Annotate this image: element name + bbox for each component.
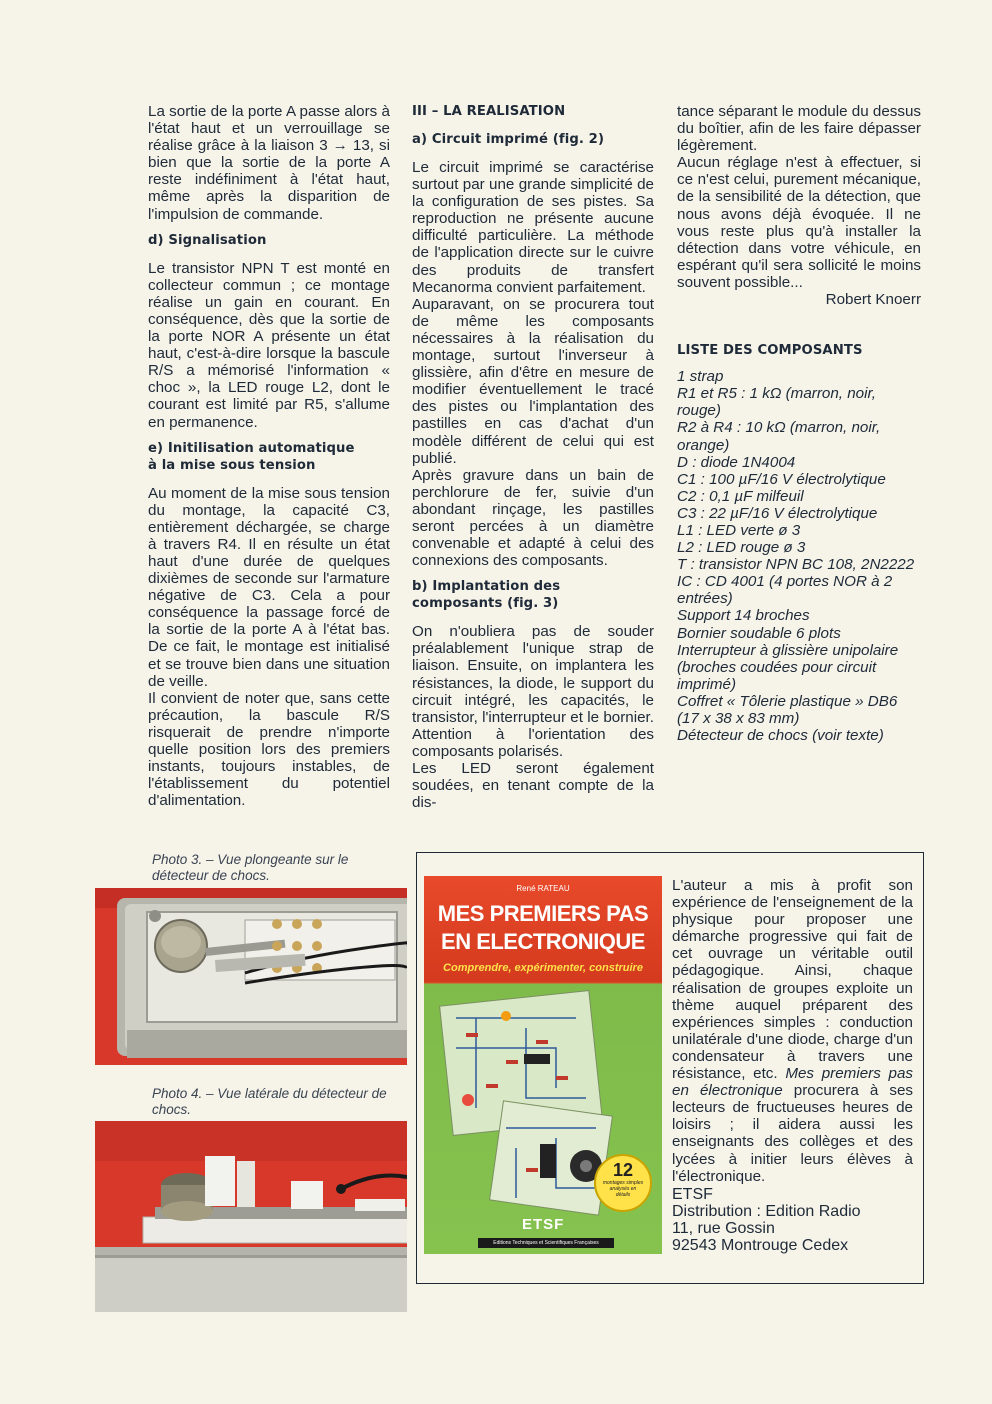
address-line-1: ETSF — [672, 1185, 713, 1203]
parts-list-item: Bornier soudable 6 plots — [677, 624, 841, 642]
book-author: René RATEAU — [516, 884, 570, 893]
badge — [594, 1154, 652, 1212]
parts-list-item: Coffret « Tôlerie plastique » DB6 (17 x 38 x 83 mm) — [677, 692, 898, 727]
detector-top-view-illustration — [95, 888, 407, 1065]
address-line-4: 92543 Montrouge Cedex — [672, 1237, 849, 1255]
photo-4-image — [95, 1121, 407, 1312]
section-heading-e-line2: à la mise sous tension — [148, 457, 316, 473]
section-heading-b-line2: composants (fig. 3) — [412, 596, 559, 612]
section-heading-d: d) Signalisation — [148, 232, 267, 248]
book-title — [424, 900, 662, 956]
paragraph: Les LED seront également soudées, en tenant compte de la dis- — [412, 760, 654, 812]
badge-number: 12 — [612, 1160, 634, 1180]
book-ad-text — [672, 877, 913, 1255]
address-line-3: 11, rue Gossin — [672, 1220, 775, 1238]
photo-3-image — [95, 888, 407, 1065]
ad-text-part-2: procurera à ses lecteurs de fructueuses heures de loisirs ; il aidera aussi les enseignants des collèges et des lycées à initier leurs élèves à l'électronique. — [672, 1082, 914, 1185]
article-column-3 — [677, 103, 921, 744]
publisher-address — [672, 1186, 913, 1255]
ad-text-part-1: L'auteur a mis à profit son expérience de l'enseignement de la physique pour proposer une démarche progressive qui fait de cet ouvrage un véritable outil pédagogique. Ainsi, chaque réalisation de groupes exploite un thème auquel préparent des expériences simples : conduction unilatérale d'une diode, charge d'un condensateur à travers une résistance, etc. — [672, 877, 913, 1083]
parts-list-item: C2 : 0,1 µF milfeuil — [677, 487, 804, 505]
ad-book-title-inline: Mes premiers pas en électronique — [672, 1065, 913, 1100]
parts-list-item: IC : CD 4001 (4 portes NOR à 2 entrées) — [677, 573, 893, 608]
section-heading-e-line1: e) Initilisation automatique — [148, 440, 355, 456]
paragraph: Aucun réglage n'est à effectuer, si ce n'est celui, purement mécanique, de la sensibilité de la détection, que nous avons déjà évoquée. Il ne vous reste plus qu'à installer la détection dans votre véhicule, en espérant qu'il sera sollicité le moins souvent possible... — [677, 154, 921, 291]
ad-description — [672, 877, 913, 1185]
parts-list-item: D : diode 1N4004 — [677, 453, 796, 471]
paragraph: Le transistor NPN T est monté en collecteur commun ; ce montage réalise un gain en courant. En conséquence, dès que la sortie de la porte NOR A présente un état haut, c'est-à-dire lorsque la bascule R/S a mémorisé l'information « choc », la LED rouge L2, dont le courant est limité par R5, s'allume en permanence. — [148, 259, 390, 431]
parts-list-item: Détecteur de chocs (voir texte) — [677, 727, 884, 745]
author-signature: Robert Knoerr — [825, 291, 921, 309]
paragraph: Il convient de noter que, sans cette précaution, la bascule R/S risquerait de prendre n'importe quelle position lors des premiers instants, toujours instables, de l'établissement du potentiel d'alimentation. — [148, 689, 390, 810]
publisher-logo: ETSF — [522, 1216, 565, 1233]
paragraph: Au moment de la mise sous tension du montage, la capacité C3, entièrement déchargée, se charge à travers R4. Il en résulte un état haut d'une durée de quelques dixièmes de seconde sur l'armature négative de C3. Cela a pour conséquence la passage forcé de la sortie de la porte A à l'état bas. De ce fait, le montage est initialisé et se trouve bien dans une situation de veille. — [148, 484, 390, 690]
parts-list-item: R2 à R4 : 10 kΩ (marron, noir, orange) — [677, 419, 881, 454]
parts-list-item: 1 strap — [677, 368, 724, 386]
book-subtitle: Comprendre, expérimenter, construire — [443, 962, 643, 974]
parts-list-item: L1 : LED verte ø 3 — [677, 521, 801, 539]
parts-list-item: T : transistor NPN BC 108, 2N2222 — [677, 556, 915, 574]
paragraph: Après gravure dans un bain de perchlorure de fer, suivie d'un abondant rinçage, les pastilles seront percées à un diamètre convenable et adapté à celui des connexions des composants. — [412, 466, 654, 570]
parts-list-item: R1 et R5 : 1 kΩ (marron, noir, rouge) — [677, 385, 876, 420]
badge-text: montages simples analysés en détails — [602, 1180, 644, 1198]
book-cover — [424, 876, 662, 1254]
parts-list-item: C3 : 22 µF/16 V électrolytique — [677, 504, 878, 522]
article-column-1 — [148, 103, 390, 809]
paragraph: tance séparant le module du dessus du boîtier, afin de les faire dépasser légèrement. — [677, 103, 922, 155]
book-title-line-2: EN ELECTRONIQUE — [441, 929, 645, 954]
book-title-line-1: MES PREMIERS PAS — [437, 901, 649, 926]
publisher-name: Editions Techniques et Scientifiques Françaises — [478, 1238, 614, 1248]
paragraph: Auparavant, on se procurera tout de même les composants nécessaires à la réalisation du montage, surtout l'inverseur à glissière, afin d'être en mesure de modifier éventuellement le tracé des pistes ou l'implantation des pastilles en cas d'achat d'un modèle différent de celui qui est publié. — [412, 295, 654, 467]
parts-list-item: C1 : 100 µF/16 V électrolytique — [677, 470, 886, 488]
paragraph: Le circuit imprimé se caractérise surtout par une grande simplicité de la configuration de ses pistes. Sa reproduction ne présente aucune difficulté particulière. La méthode de l'application directe sur le cuivre des produits de transfert Mecanorma convient parfaitement. — [412, 159, 654, 296]
address-line-2: Distribution : Edition Radio — [672, 1202, 861, 1220]
paragraph: On n'oubliera pas de souder préalablement l'unique strap de liaison. Ensuite, on implantera les résistances, la diode, le support du circuit intégré, les capacités, le transistor, l'interrupteur et le bornier. Attention à l'orientation des composants polarisés. — [412, 623, 654, 760]
photo-4-caption: Photo 4. – Vue latérale du détecteur de chocs. — [152, 1086, 387, 1117]
detector-side-view-illustration — [95, 1121, 407, 1312]
section-heading-a: a) Circuit imprimé (fig. 2) — [412, 132, 605, 147]
parts-list-item: Support 14 broches — [677, 607, 810, 625]
section-heading-iii: III – LA REALISATION — [412, 104, 566, 119]
parts-list-heading: LISTE DES COMPOSANTS — [677, 343, 863, 359]
section-heading-b-line1: b) Implantation des — [412, 579, 561, 595]
paragraph: La sortie de la porte A passe alors à l'état haut et un verrouillage se réalise grâce à la liaison 3 → 13, si bien que la sortie de la porte A reste indéfiniment à l'état haut, même après la disparition de l'impulsion de commande. — [148, 103, 390, 223]
parts-list-item: Interrupteur à glissière unipolaire (broches coudées pour circuit imprimé) — [677, 641, 899, 693]
parts-list — [677, 368, 921, 744]
parts-list-item: L2 : LED rouge ø 3 — [677, 539, 806, 557]
article-column-2 — [412, 103, 654, 811]
photo-3-caption: Photo 3. – Vue plongeante sur le détecteur de chocs. — [152, 852, 349, 883]
